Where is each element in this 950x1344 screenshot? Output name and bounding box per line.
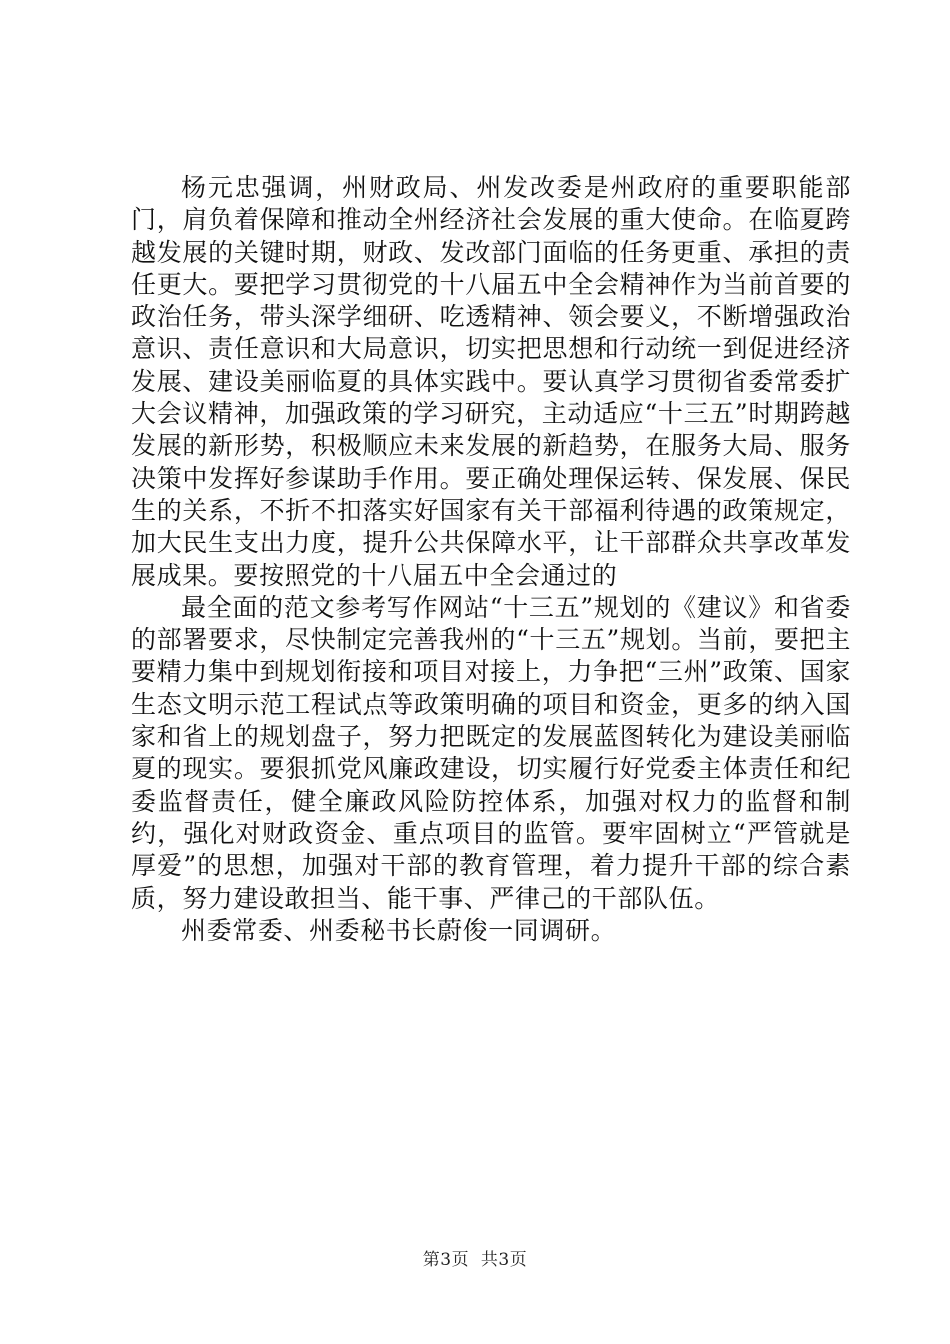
document-body (131, 172, 851, 947)
paragraph-3: 州委常委、州委秘书长蔚俊一同调研。 (181, 915, 617, 945)
footer-separator (469, 1250, 481, 1270)
page-total: 共3页 (480, 1250, 528, 1270)
paragraph-1: 杨元忠强调，州财政局、州发改委是州政府的重要职能部门，肩负着保障和推动全州经济社会发展的重大使命。在临夏跨越发展的关键时期，财政、发改部门面临的任务更重、承担的责任更大。要把学习贯彻党的十八届五中全会精神作为当前首要的政治任务，带头深学细研、吃透精神、领会要义，不断增强政治意识、责任意识和大局意识，切实把思想和行动统一到促进经济发展、建设美丽临夏的具体实践中。要认真学习贯彻省委常委扩大会议精神，加强政策的学习研究，主动适应“十三五”时期跨越发展的新形势，积极顺应未来发展的新趋势，在服务大局、服务决策中发挥好参谋助手作用。要正确处理保运转、保发展、保民生的关系，不折不扣落实好国家有关干部福利待遇的政策规定，加大民生支出力度，提升公共保障水平，让干部群众共享改革发展成果。要按照党的十八届五中全会通过的 (131, 173, 851, 590)
page-footer (0, 1245, 950, 1270)
page-number: 第3页 (422, 1250, 470, 1270)
paragraph-2: 最全面的范文参考写作网站“十三五”规划的《建议》和省委的部署要求，尽快制定完善我州的“十三五”规划。当前，要把主要精力集中到规划衔接和项目对接上，力争把“三州”政策、国家生态文明示范工程试点等政策明确的项目和资金，更多的纳入国家和省上的规划盘子，努力把既定的发展蓝图转化为建设美丽临夏的现实。要狠抓党风廉政建设，切实履行好党委主体责任和纪委监督责任，健全廉政风险防控体系，加强对权力的监督和制约，强化对财政资金、重点项目的监管。要牢固树立“严管就是厚爱”的思想，加强对干部的教育管理，着力提升干部的综合素质，努力建设敢担当、能干事、严律己的干部队伍。 (131, 592, 851, 913)
